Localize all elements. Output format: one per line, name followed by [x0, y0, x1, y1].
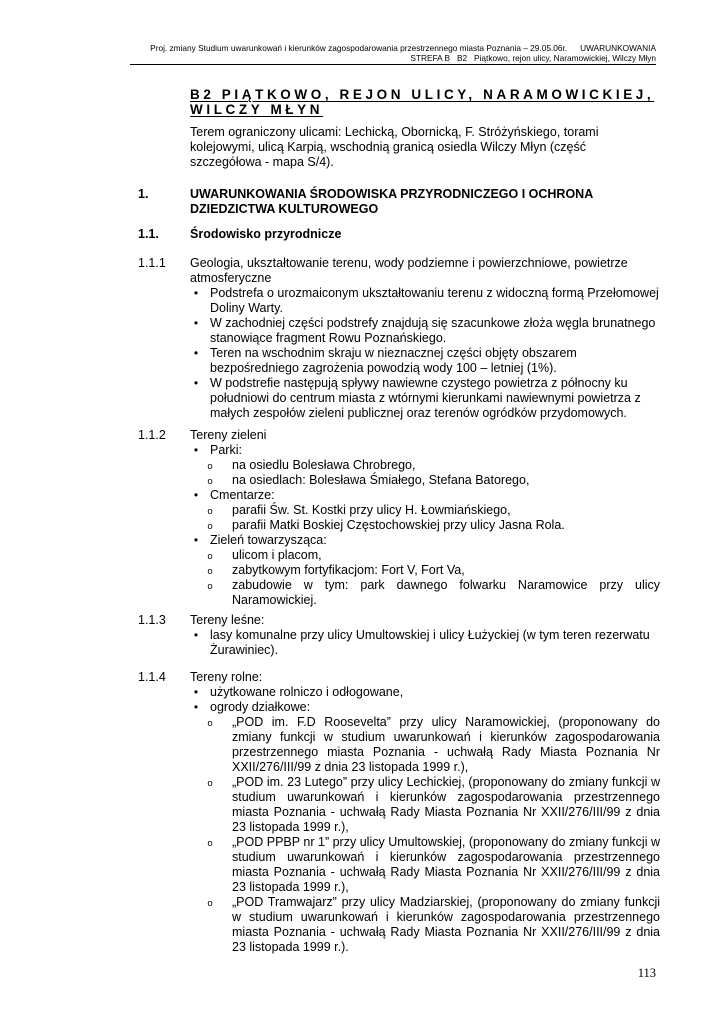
sub-list: [190, 458, 660, 488]
sub-list: [190, 548, 660, 608]
section-title: Tereny rolne:: [190, 670, 263, 684]
zone-title: B2 PIĄTKOWO, REJON ULICY, NARAMOWICKIEJ, WILCZY MŁYN: [190, 87, 655, 117]
bullet-icon: •: [193, 685, 199, 699]
section-number: 1.: [138, 187, 149, 201]
bullet-list: [190, 685, 660, 715]
circle-bullet-icon: o: [207, 476, 213, 487]
bullet-icon: •: [193, 443, 199, 457]
circle-bullet-icon: o: [207, 506, 213, 517]
circle-bullet-icon: o: [207, 718, 213, 729]
bullet-list: [190, 443, 660, 458]
list-item: • ogrody działkowe:: [190, 700, 660, 715]
circle-bullet-icon: o: [207, 566, 213, 577]
sub-list-item: o zabudowie w tym: park dawnego folwarku Naramowice przy ulicy Naramowickiej.: [190, 578, 660, 608]
section-number: 1.1.4: [138, 670, 166, 684]
circle-bullet-icon: o: [207, 778, 213, 789]
bullet-icon: •: [193, 700, 199, 714]
section-number: 1.1.3: [138, 613, 166, 627]
sub-list-item: o „POD im. F.D Roosevelta” przy ulicy Naramowickiej, (proponowany do zmiany funkcji w studium uwarunkowań i kierunków zagospodarowania przestrzennego miasta Poznania - uchwałą Rady Miasta Poznania Nr XXII/276/III/99 z dnia 23 listopada 1999 r.),: [190, 715, 660, 775]
sub-list-item: o parafii Matki Boskiej Częstochowskiej przy ulicy Jasna Rola.: [190, 518, 660, 533]
bullet-icon: •: [193, 286, 199, 300]
circle-bullet-icon: o: [207, 898, 213, 909]
bullet-icon: •: [193, 346, 199, 360]
running-header: [130, 43, 656, 65]
circle-bullet-icon: o: [207, 551, 213, 562]
bullet-icon: •: [193, 628, 199, 642]
list-item: • Teren na wschodnim skraju w nieznacznej części objęty obszarem bezpośredniego zagrożenia powodzią wody 100 – letniej (1%).: [190, 346, 660, 376]
list-item: • lasy komunalne przy ulicy Umultowskiej i ulicy Łużyckiej (w tym teren rezerwatu Żurawiniec).: [190, 628, 660, 658]
bullet-list: [190, 286, 660, 421]
bullet-icon: •: [193, 316, 199, 330]
section-title: Tereny zieleni: [190, 428, 267, 442]
zone-description: Terem ograniczony ulicami: Lechicką, Obornicką, F. Stróżyńskiego, torami kolejowymi, ulicą Karpią, wschodnią granicą osiedla Wilczy Młyn (część szczegółowa - mapa S/4).: [190, 125, 599, 170]
circle-bullet-icon: o: [207, 461, 213, 472]
sub-list-item: o zabytkowym fortyfikacjom: Fort V, Fort Va,: [190, 563, 660, 578]
page-number: 113: [637, 966, 656, 980]
header-zone-subtitle: STREFA B B2 Piątkowo, rejon ulicy, Naramowickiej, Wilczy Młyn: [410, 53, 656, 63]
header-section-name: UWARUNKOWANIA: [580, 43, 656, 53]
section-title: Tereny leśne:: [190, 613, 265, 627]
sub-list-item: o „POD Tramwajarz” przy ulicy Madziarskiej, (proponowany do zmiany funkcji w studium uwarunkowań i kierunków zagospodarowania przestrzennego miasta Poznania - uchwałą Rady Miasta Poznania Nr XXII/276/III/99 z dnia 23 listopada 1999 r.).: [190, 895, 660, 955]
circle-bullet-icon: o: [207, 521, 213, 532]
list-item: • Podstrefa o urozmaiconym ukształtowaniu terenu z widoczną formą Przełomowej Doliny Warty.: [190, 286, 660, 316]
list-item: • użytkowane rolniczo i odłogowane,: [190, 685, 660, 700]
section-title: Środowisko przyrodnicze: [190, 227, 342, 241]
bullet-list: [190, 628, 660, 658]
sub-list-item: o ulicom i placom,: [190, 548, 660, 563]
sub-list: [190, 503, 660, 533]
section-title: Geologia, ukształtowanie terenu, wody podziemne i powierzchniowe, powietrze atmosferyczne: [190, 256, 628, 285]
bullet-icon: •: [193, 533, 199, 547]
sub-list-item: o na osiedlu Bolesława Chrobrego,: [190, 458, 660, 473]
section-title: UWARUNKOWANIA ŚRODOWISKA PRZYRODNICZEGO I OCHRONA DZIEDZICTWA KULTUROWEGO: [190, 187, 593, 216]
list-item: • W zachodniej części podstrefy znajdują się szacunkowe złoża węgla brunatnego stanowiące fragment Rowu Poznańskiego.: [190, 316, 660, 346]
header-project-title: Proj. zmiany Studium uwarunkowań i kierunków zagospodarowania przestrzennego miasta Poznania – 29.05.06r.: [150, 43, 568, 53]
section-number: 1.1.: [138, 227, 159, 241]
sub-list: [190, 715, 660, 955]
sub-list-item: o „POD im. 23 Lutego” przy ulicy Lechickiej, (proponowany do zmiany funkcji w studium uwarunkowań i kierunków zagospodarowania przestrzennego miasta Poznania - uchwałą Rady Miasta Poznania Nr XXII/276/III/99 z dnia 23 listopada 1999 r.),: [190, 775, 660, 835]
bullet-list: [190, 488, 660, 503]
section-number: 1.1.2: [138, 428, 166, 442]
sub-list-item: o parafii Św. St. Kostki przy ulicy H. Łowmiańskiego,: [190, 503, 660, 518]
list-item: • Cmentarze:: [190, 488, 660, 503]
sub-list-item: o „POD PPBP nr 1” przy ulicy Umultowskiej, (proponowany do zmiany funkcji w studium uwarunkowań i kierunków zagospodarowania przestrzennego miasta Poznania - uchwałą Rady Miasta Poznania Nr XXII/276/III/99 z dnia 23 listopada 1999 r.),: [190, 835, 660, 895]
bullet-list: [190, 533, 660, 548]
section-number: 1.1.1: [138, 256, 166, 270]
list-item: • W podstrefie następują spływy nawiewne czystego powietrza z północny ku południowi do centrum miasta z wtórnymi kierunkami nawiewnymi powietrza z małych zespołów zieleni publicznej oraz terenów ogródków przydomowych.: [190, 376, 660, 421]
list-item: • Zieleń towarzysząca:: [190, 533, 660, 548]
circle-bullet-icon: o: [207, 581, 213, 592]
list-item: • Parki:: [190, 443, 660, 458]
circle-bullet-icon: o: [207, 838, 213, 849]
bullet-icon: •: [193, 376, 199, 390]
sub-list-item: o na osiedlach: Bolesława Śmiałego, Stefana Batorego,: [190, 473, 660, 488]
bullet-icon: •: [193, 488, 199, 502]
